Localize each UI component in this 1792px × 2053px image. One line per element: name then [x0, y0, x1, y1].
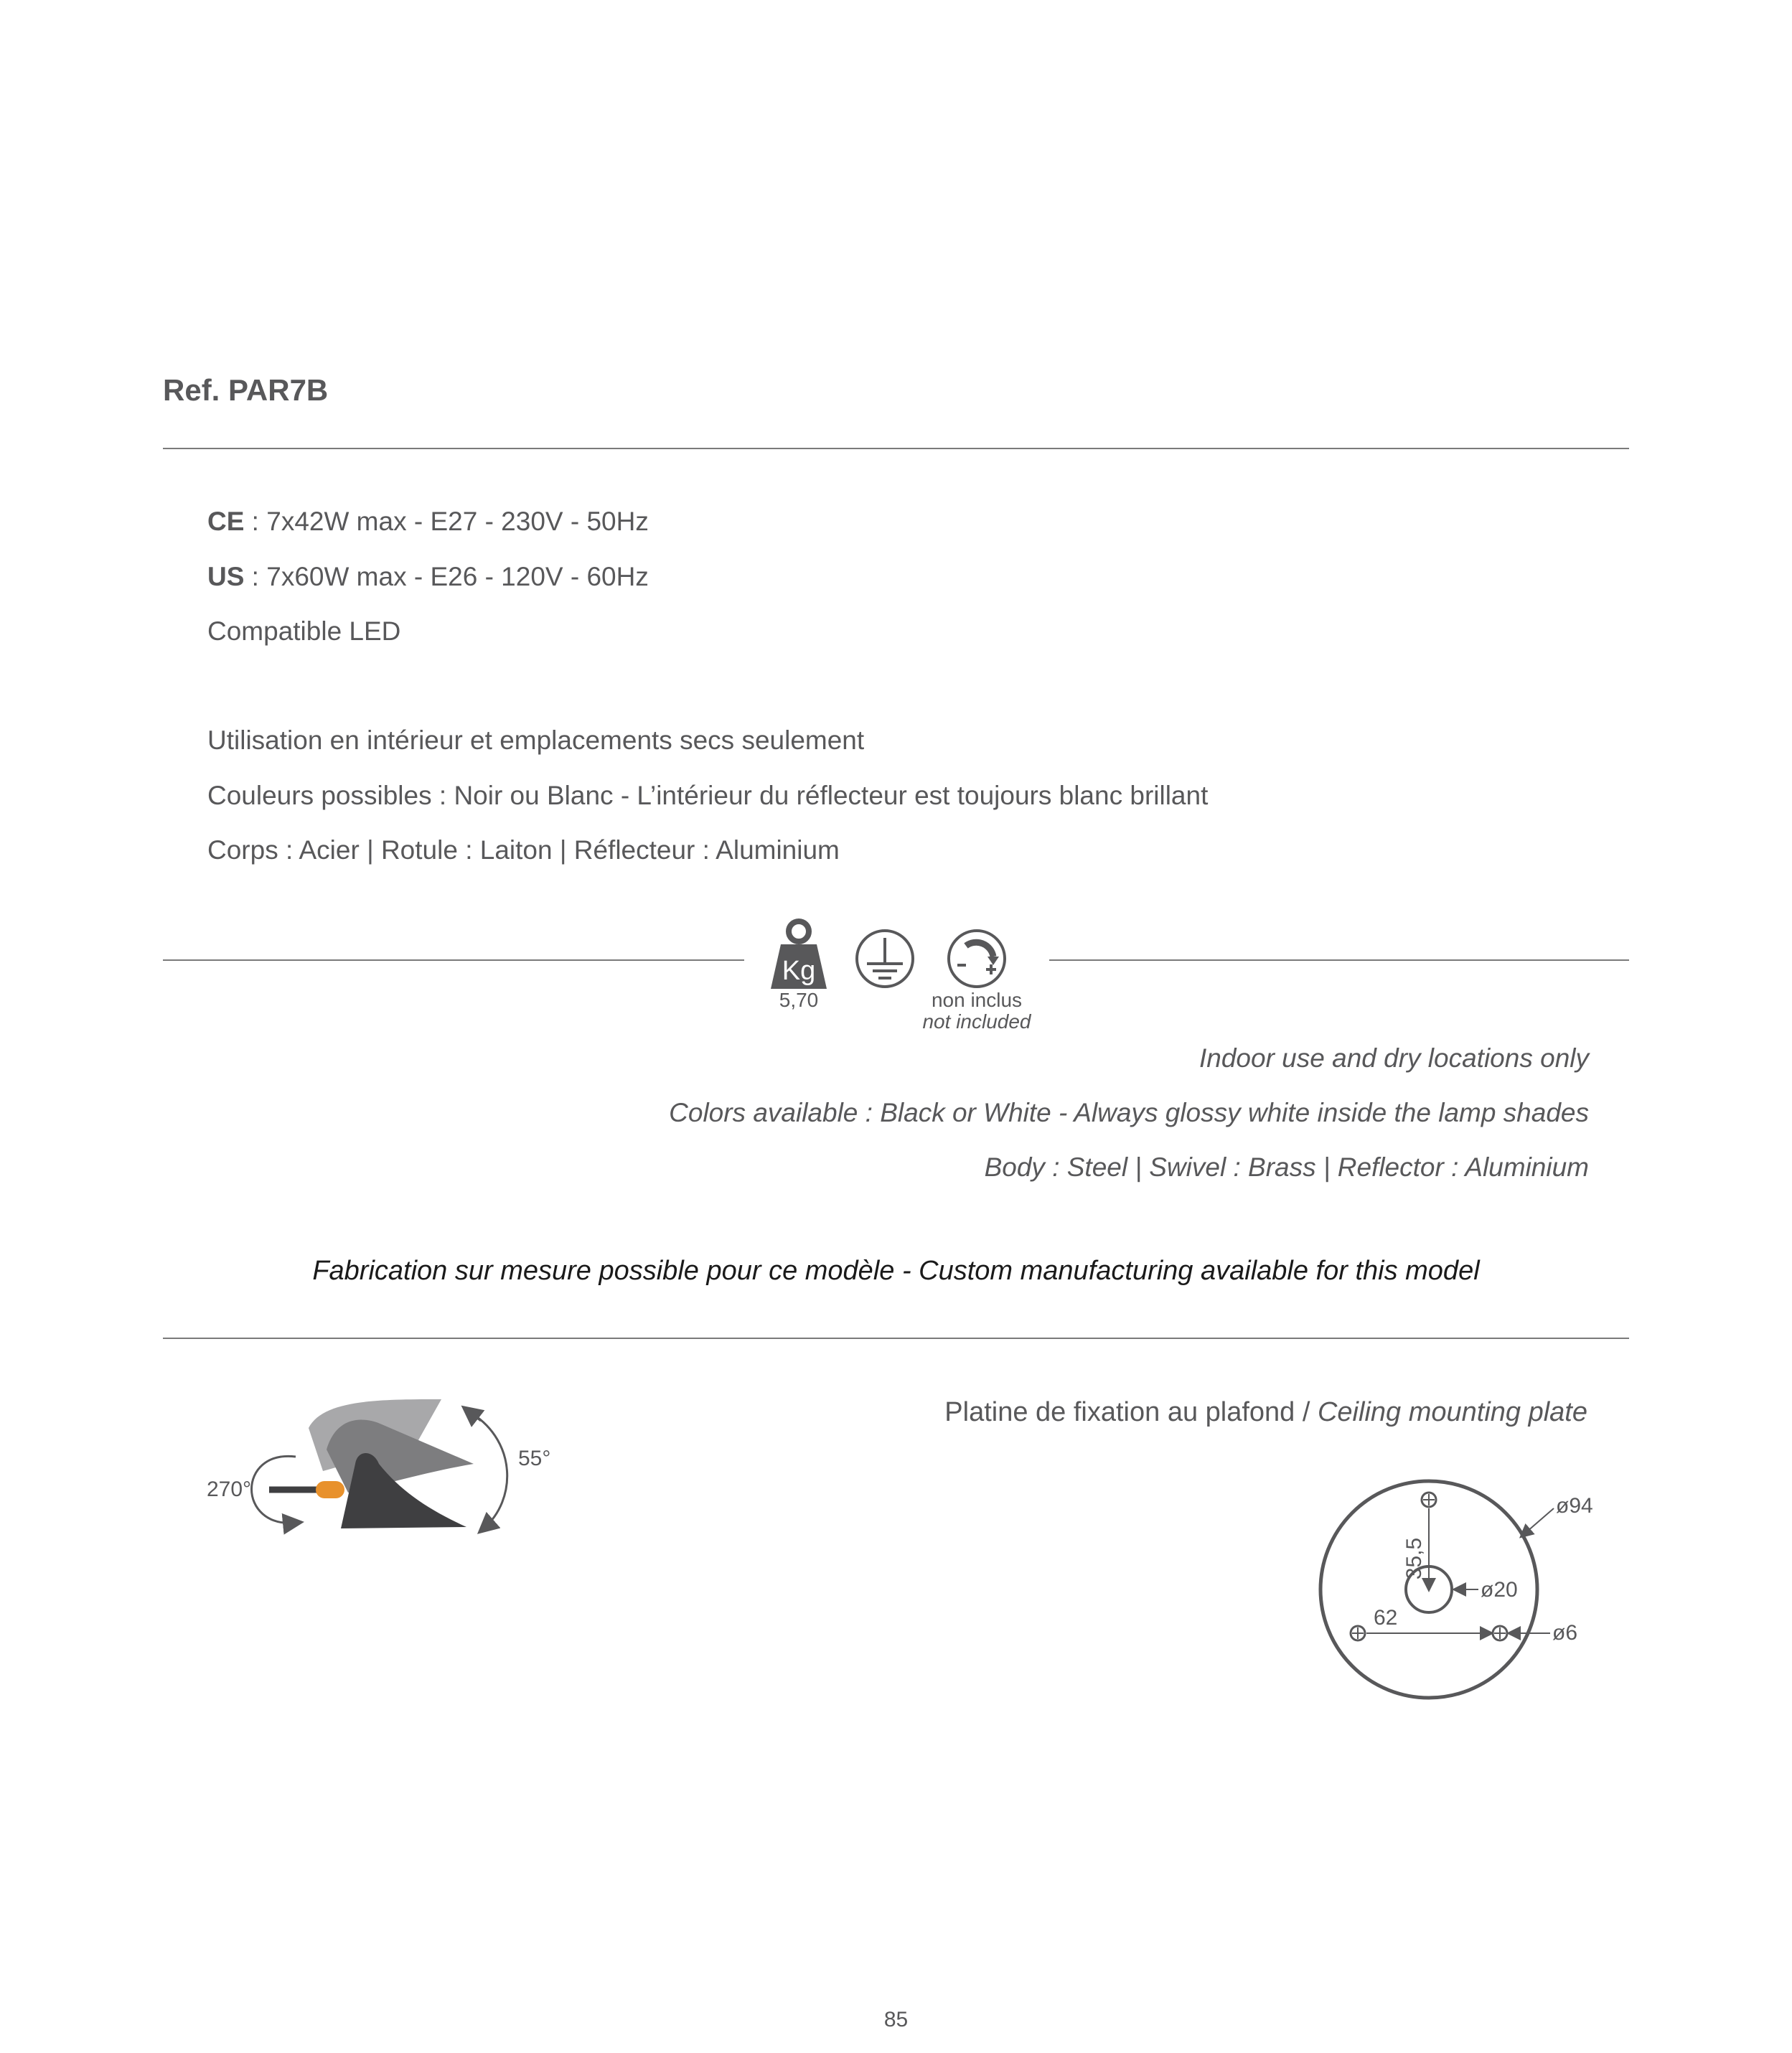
spec-ce	[207, 507, 649, 537]
mounting-plate-title	[944, 1397, 1587, 1428]
en-colors: Colors available : Black or White - Always glossy white inside the lamp shades	[669, 1098, 1589, 1127]
page-number: 85	[883, 2008, 909, 2031]
spec-ce-value: : 7x42W max - E27 - 230V - 50Hz	[244, 507, 649, 536]
screw-hole-right	[1493, 1626, 1507, 1640]
divider-top	[163, 448, 1629, 449]
en-usage: Indoor use and dry locations only	[1198, 1043, 1589, 1073]
center-diameter-label: ø20	[1481, 1578, 1518, 1602]
dimmer-icon	[946, 928, 1008, 990]
ground-icon	[854, 928, 916, 990]
horizontal-dimension-label: 62	[1374, 1606, 1398, 1630]
spec-ce-label: CE	[207, 507, 245, 536]
fr-colors: Couleurs possibles : Noir ou Blanc - L’intérieur du réflecteur est toujours blanc brillant	[207, 781, 1209, 810]
screw-hole-top	[1422, 1493, 1436, 1507]
divider-icons-right	[1049, 959, 1629, 961]
weight-icon	[769, 917, 828, 990]
dimmer-not-included-en: not included	[922, 1010, 1031, 1033]
hole-diameter-label: ø6	[1552, 1621, 1578, 1645]
fr-materials: Corps : Acier | Rotule : Laiton | Réflecteur : Aluminium	[207, 835, 840, 865]
divider-bottom	[163, 1338, 1629, 1339]
spec-us	[207, 562, 649, 592]
custom-manufacturing-note: Fabrication sur mesure possible pour ce modèle - Custom manufacturing available for this model	[312, 1256, 1480, 1286]
weight-unit-label: Kg	[782, 956, 816, 986]
dimmer-not-included-fr: non inclus	[931, 989, 1023, 1011]
lamp-rotation-illustration	[194, 1385, 567, 1550]
horizontal-rotation-label: 270°	[207, 1477, 252, 1501]
vertical-dimension-label: 35,5	[1402, 1537, 1426, 1580]
divider-icons-left	[163, 959, 744, 961]
mounting-plate-title-en: Ceiling mounting plate	[1317, 1397, 1587, 1427]
en-materials: Body : Steel | Swivel : Brass | Reflector : Aluminium	[984, 1152, 1589, 1182]
fr-usage: Utilisation en intérieur et emplacements secs seulement	[207, 725, 865, 755]
weight-value: 5,70	[779, 989, 819, 1011]
spec-led: Compatible LED	[207, 616, 401, 646]
outer-diameter-label: ø94	[1556, 1494, 1593, 1518]
mounting-plate-title-fr: Platine de fixation au plafond /	[944, 1397, 1318, 1427]
screw-hole-left	[1351, 1626, 1365, 1640]
tilt-label: 55°	[518, 1447, 551, 1470]
reference-title: Ref. PAR7B	[163, 373, 329, 407]
mounting-plate-diagram	[1306, 1464, 1608, 1701]
brass-swivel	[316, 1481, 344, 1498]
spec-us-label: US	[207, 562, 245, 591]
tilt-arrow	[472, 1414, 507, 1528]
spec-us-value: : 7x60W max - E26 - 120V - 60Hz	[244, 562, 649, 591]
